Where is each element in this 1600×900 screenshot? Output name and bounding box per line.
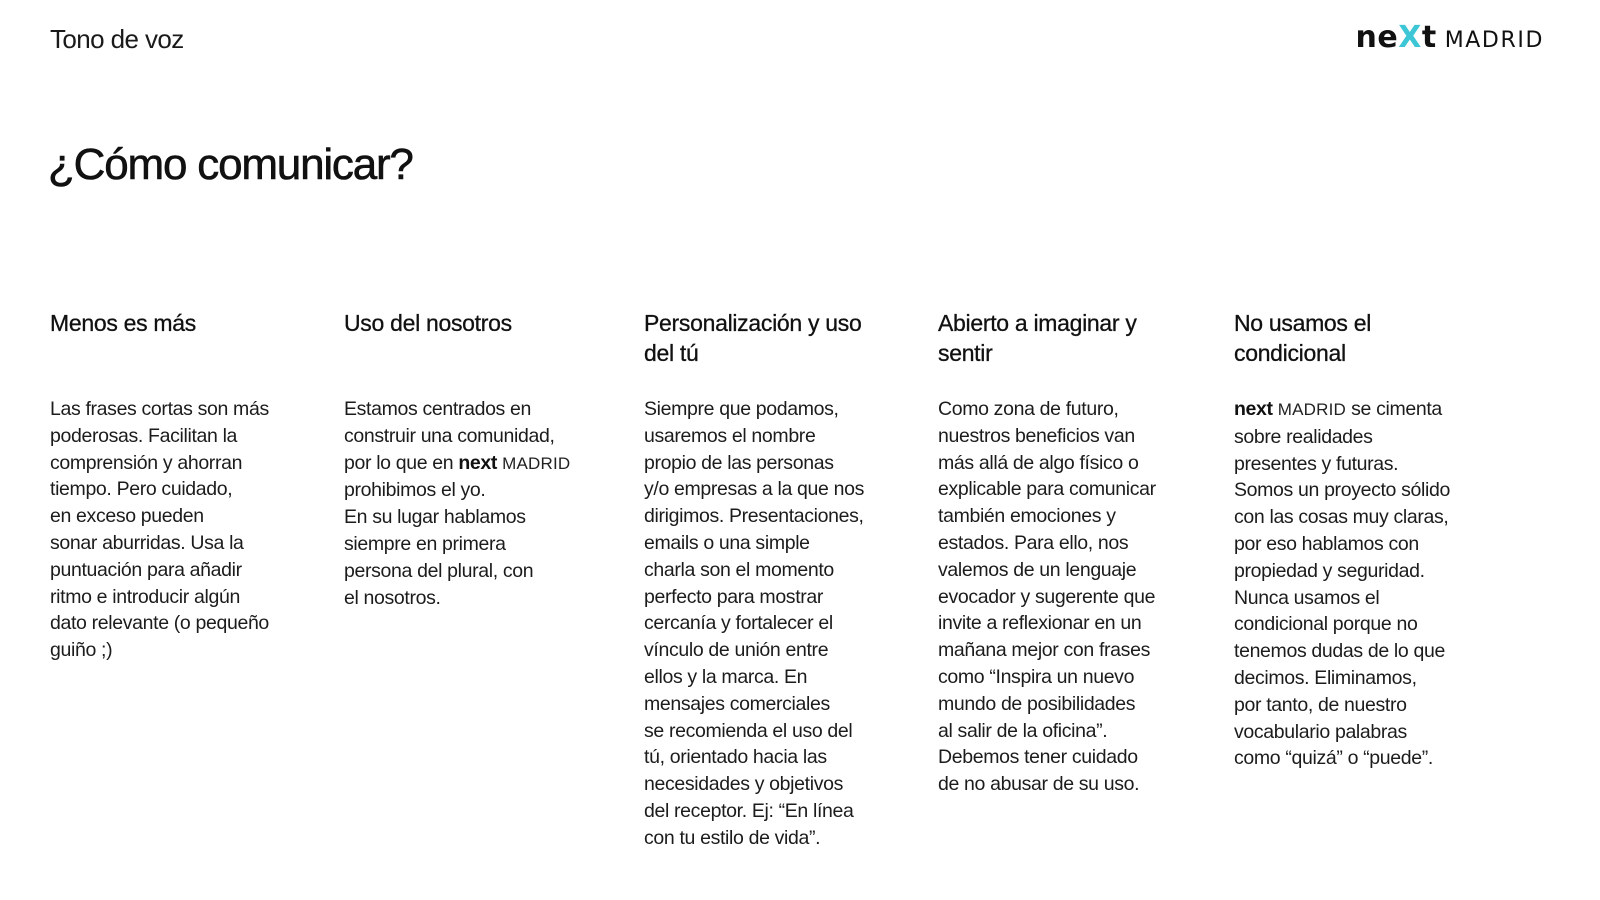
column-body	[938, 396, 1208, 798]
body-line-with-brand	[344, 450, 614, 478]
body-line: guiño ;)	[50, 639, 113, 662]
body-line: condicional porque no	[1234, 613, 1418, 636]
column-personalizacion	[644, 308, 914, 852]
heading-line: Menos es más	[50, 310, 196, 336]
logo-mark-start: ne	[1355, 20, 1399, 55]
body-line: como “quizá” o “puede”.	[1234, 747, 1433, 770]
column-uso-del-nosotros	[344, 308, 614, 611]
heading-line: No usamos el	[1234, 310, 1372, 336]
body-line: comprensión y ahorran	[50, 451, 243, 474]
logo-mark-end: t	[1421, 20, 1437, 55]
body-line: prohibimos el yo.	[344, 479, 486, 502]
inline-brand-next: next	[1234, 398, 1273, 420]
body-line: vocabulario palabras	[1234, 720, 1407, 743]
body-line: En su lugar hablamos	[344, 506, 526, 529]
body-line: tenemos dudas de lo que	[1234, 640, 1445, 663]
body-line: Siempre que podamos,	[644, 398, 839, 420]
body-line: ellos y la marca. En	[644, 665, 808, 688]
body-line: vínculo de unión entre	[644, 639, 829, 662]
body-line: tiempo. Pero cuidado,	[50, 478, 233, 501]
body-line: usaremos el nombre	[644, 424, 816, 447]
page-title: ¿Cómo comunicar?	[48, 140, 413, 189]
heading-line: sentir	[938, 340, 993, 366]
column-body	[1234, 396, 1504, 772]
logo-mark-accent: X	[1398, 20, 1422, 55]
body-text: por lo que en	[344, 451, 459, 474]
body-line: necesidades y objetivos	[644, 773, 843, 796]
body-line: poderosas. Facilitan la	[50, 424, 238, 447]
body-line: explicable para comunicar	[938, 478, 1156, 501]
body-line-with-brand	[1234, 396, 1504, 424]
body-line: sobre realidades	[1234, 425, 1373, 448]
column-heading	[50, 308, 320, 396]
heading-line: Uso del nosotros	[344, 310, 512, 336]
body-line: mensajes comerciales	[644, 692, 830, 715]
column-body	[344, 396, 614, 611]
body-line: mundo de posibilidades	[938, 692, 1136, 715]
body-line: con las cosas muy claras,	[1234, 506, 1449, 529]
body-line: y/o empresas a la que nos	[644, 478, 864, 501]
column-heading	[938, 308, 1208, 396]
heading-line: Abierto a imaginar y	[938, 310, 1137, 336]
body-line: charla son el momento	[644, 558, 834, 581]
body-line: por tanto, de nuestro	[1234, 693, 1407, 716]
column-menos-es-mas	[50, 308, 320, 664]
inline-brand-next: next	[458, 451, 498, 474]
body-line: dato relevante (o pequeño	[50, 612, 269, 635]
column-heading	[344, 308, 614, 396]
body-line: con tu estilo de vida”.	[644, 826, 821, 849]
column-body	[644, 396, 914, 852]
inline-brand-city: MADRID	[502, 453, 571, 473]
body-line: sonar aburridas. Usa la	[50, 531, 244, 554]
body-line: como “Inspira un nuevo	[938, 665, 1135, 688]
brand-logo	[1356, 20, 1545, 55]
heading-line: Personalización y uso	[644, 310, 862, 336]
column-body	[50, 396, 320, 664]
body-line: se recomienda el uso del	[644, 719, 853, 742]
heading-line: del tú	[644, 340, 699, 366]
body-line: presentes y futuras.	[1234, 452, 1399, 475]
body-line: Nunca usamos el	[1234, 586, 1380, 609]
section-label: Tono de voz	[50, 24, 184, 54]
body-line: por eso hablamos con	[1234, 532, 1419, 555]
column-no-usamos-el-condicional	[1234, 308, 1504, 772]
body-line: decimos. Eliminamos,	[1234, 666, 1417, 689]
body-line: cercanía y fortalecer el	[644, 612, 833, 635]
body-line: estados. Para ello, nos	[938, 531, 1129, 554]
body-line: construir una comunidad,	[344, 424, 555, 447]
body-text: se cimenta	[1346, 398, 1442, 420]
body-line: mañana mejor con frases	[938, 639, 1150, 662]
heading-line: condicional	[1234, 340, 1346, 366]
body-line: Somos un proyecto sólido	[1234, 479, 1450, 502]
body-line: Estamos centrados en	[344, 398, 532, 420]
body-line: valemos de un lenguaje	[938, 558, 1137, 581]
column-abierto-a-imaginar	[938, 308, 1208, 798]
body-line: emails o una simple	[644, 531, 810, 554]
body-line: ritmo e introducir algún	[50, 585, 240, 608]
body-line: en exceso pueden	[50, 505, 204, 528]
logo-city: MADRID	[1444, 28, 1544, 53]
body-line: puntuación para añadir	[50, 558, 242, 581]
body-line: perfecto para mostrar	[644, 585, 824, 608]
body-line: del receptor. Ej: “En línea	[644, 799, 854, 822]
body-line: de no abusar de su uso.	[938, 773, 1140, 796]
body-line: siempre en primera	[344, 532, 506, 555]
body-line: el nosotros.	[344, 586, 441, 609]
body-line: Como zona de futuro,	[938, 398, 1119, 420]
body-line: propio de las personas	[644, 451, 834, 474]
body-line: Las frases cortas son más	[50, 398, 269, 420]
body-line: tú, orientado hacia las	[644, 746, 827, 769]
column-heading	[1234, 308, 1504, 396]
body-line: Debemos tener cuidado	[938, 746, 1138, 769]
body-line: también emociones y	[938, 505, 1116, 528]
body-line: invite a reflexionar en un	[938, 612, 1142, 635]
body-line: dirigimos. Presentaciones,	[644, 505, 864, 528]
body-line: propiedad y seguridad.	[1234, 559, 1425, 582]
column-heading	[644, 308, 914, 396]
body-line: evocador y sugerente que	[938, 585, 1156, 608]
inline-brand-city: MADRID	[1277, 400, 1347, 419]
body-line: más allá de algo físico o	[938, 451, 1139, 474]
body-line: al salir de la oficina”.	[938, 719, 1108, 742]
body-line: persona del plural, con	[344, 559, 534, 582]
body-line: nuestros beneficios van	[938, 424, 1135, 447]
logo-mark	[1356, 20, 1437, 55]
